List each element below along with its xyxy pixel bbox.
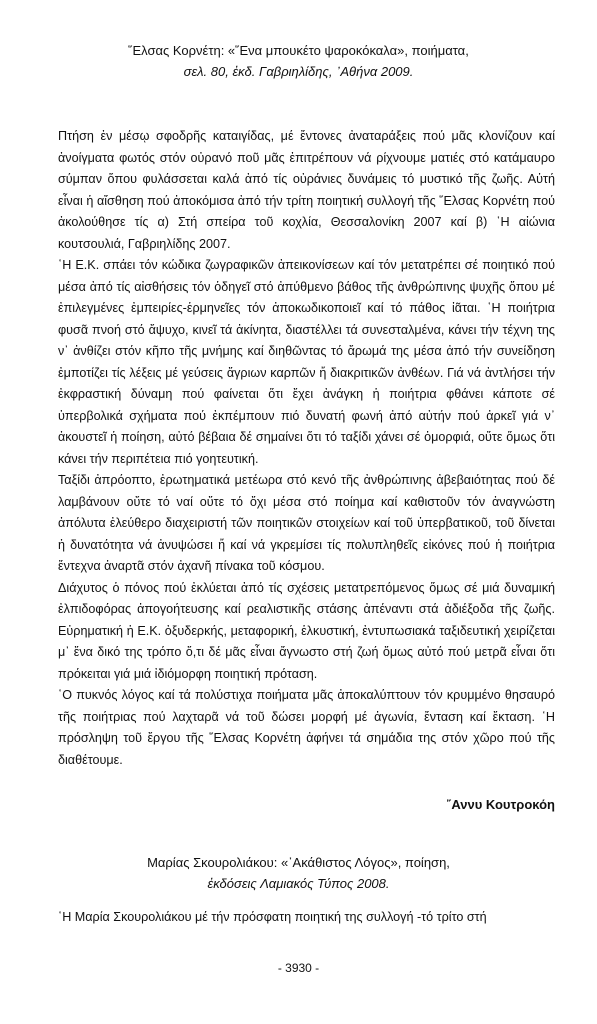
- review1-body: [58, 126, 555, 771]
- review1-heading-line2: σελ. 80, ἐκδ. Γαβριηλίδης, ᾽Αθήνα 2009.: [183, 64, 414, 79]
- review1-paragraph: ῾Η Ε.Κ. σπάει τόν κώδικα ζωγραφικῶν ἀπεικονίσεων καί τόν μετατρέπει σέ ποιητικό πού μέσα ἀπό τίς αἰσθήσεις τόν ὁδηγεῖ στό ἀπύθμενο βάθος τῆς ἀνθρώπινης ψυχῆς ὅπου μέ ἐπιλεγμένες ἐμπειρίες-ἑρμηνεῖες τόν ἀποκωδικοποιεῖ καί τό πάθος ἰᾶται. ῾Η ποιήτρια φυσᾶ πνοή στό ἄψυχο, κινεῖ τά ἀκίνητα, διαστέλλει τά συνεσταλμένα, κάνει τήν τέχνη της ν᾽ ἀνθίζει στόν κῆπο τῆς μνήμης καί διηθῶντας τό ἄρωμά της μέσα ἀπό τήν συνείδηση ἐμποτίζει τίς λέξεις μέ γεύσεις ἄγριων καρπῶν ἤ διακριτικῶν ἀνθέων. Γιά νά ἀντλήσει τήν ἐκφραστική δύναμη πού φαίνεται ὅτι ἔχει ἀνάγκη ἡ ποιήτρια φθάνει κάποτε σέ ὑπερβολικά σχήματα πού ἐκπέμπουν πιό δυνατή φωνή ἀπό αὐτήν πού ἀρκεῖ γιά ν᾽ ἀκουστεῖ ἡ ποίηση, αὐτό βέβαια δέ σημαίνει ὅτι τό ταξίδι χάνει σέ ὀμορφιά, οὔτε ὅμως ὅτι κάνει τήν περιπέτεια πιό γοητευτική.: [58, 258, 555, 466]
- review1-signature: ῎Αννυ Κουτροκόη: [447, 797, 555, 812]
- review2-paragraph: ῾Η Μαρία Σκουρολιάκου μέ τήν πρόσφατη ποιητική της συλλογή -τό τρίτο στή: [58, 910, 487, 924]
- review2-heading: [0, 852, 597, 894]
- review2-heading-line2: ἐκδόσεις Λαμιακός Τύπος 2008.: [207, 876, 390, 891]
- review1-paragraph: ῾Ο πυκνός λόγος καί τά πολύστιχα ποιήματα μᾶς ἀποκαλύπτουν τόν κρυμμένο θησαυρό τῆς ποιήτριας πού λαχταρᾶ νά τοῦ δώσει μορφή μέ ἀγωνία, ἔνταση καί ἔκταση. ῾Η πρόσληψη τοῦ ἔργου τῆς ῞Ελσας Κορνέτη ἀφήνει τά σημάδια της στόν χῶρο πού τῆς διαθέτουμε.: [58, 688, 555, 767]
- review1-paragraph: Πτήση ἐν μέσῳ σφοδρῆς καταιγίδας, μέ ἔντονες ἀναταράξεις πού μᾶς κλονίζουν καί ἀνοίγματα φωτός στόν οὐρανό ποῦ μᾶς ἐπιτρέπουν νά ρίχνουμε ματιές στό κατάμαυρο σύμπαν ὅπου φυλάσσεται καλά ἀπό τίς οὐράνιες δυνάμεις τό μυστικό τῆς ζωῆς. Αὐτή εἶναι ἡ αἴσθηση πού ἀποκόμισα ἀπό τήν τρίτη ποιητική συλλογή τῆς ῞Ελσας Κορνέτη πού ἀκολούθησε τίς α) Στή σπείρα τοῦ κοχλία, Θεσσαλονίκη 2007 καί β) ῾Η αἰώνια κουτσουλιά, Γαβριηλίδης 2007.: [58, 129, 555, 251]
- review2-heading-line1: Μαρίας Σκουρολιάκου: «᾽Ακάθιστος Λόγος», ποίηση,: [147, 855, 450, 870]
- review1-heading-line1: ῞Ελσας Κορνέτη: «῞Ενα μπουκέτο ψαροκόκαλα», ποιήματα,: [128, 43, 469, 58]
- review2-body: [58, 907, 555, 929]
- review1-paragraph: Ταξίδι ἀπρόοπτο, ἐρωτηματικά μετέωρα στό κενό τῆς ἀνθρώπινης ἀβεβαιότητας πού δέ λαμβάνουν οὔτε τό ναί οὔτε τό ὄχι μέσα στό ποίημα καί καθιστοῦν τόν ἀναγνώστη ἀπόλυτα ἐλεύθερο διαχειριστή τῶν ποιητικῶν στοιχείων καί τοῦ ὑπερβατικοῦ, τοῦ δίνεται ἡ δυνατότητα νά ἀνυψώσει ἤ καί νά γκρεμίσει τίς πολυπληθεῖς εἰκόνες πού ἡ ποιήτρια ἔντεχνα ἀναρτᾶ στόν ἀχανῆ πίνακα τοῦ κόσμου.: [58, 473, 555, 573]
- page-number: - 3930 -: [277, 961, 320, 975]
- review1-heading: [0, 40, 597, 82]
- review1-paragraph: Διάχυτος ὁ πόνος πού ἐκλύεται ἀπό τίς σχέσεις μετατρεπόμενος ὅμως σέ μιά δυναμική ἐλπιδοφόρας ἀπογοήτευσης καί ρεαλιστικῆς στάσης ἀπέναντι στά ἀδιέξοδα τῆς ζωῆς. Εὐρηματική ἡ Ε.Κ. ὀξυδερκής, μεταφορική, ἑλκυστική, ἐντυπωσιακά ταξιδευτική χειρίζεται μ᾽ ἕνα δικό της τρόπο ὅ,τι δέ μᾶς εἶναι ἄγνωστο στή ζωή ὅμως αὐτό πού μετρᾶ εἶναι ὅτι πρόκειται γιά μιά ἰδιόμορφη ποιητική πρόταση.: [58, 580, 555, 681]
